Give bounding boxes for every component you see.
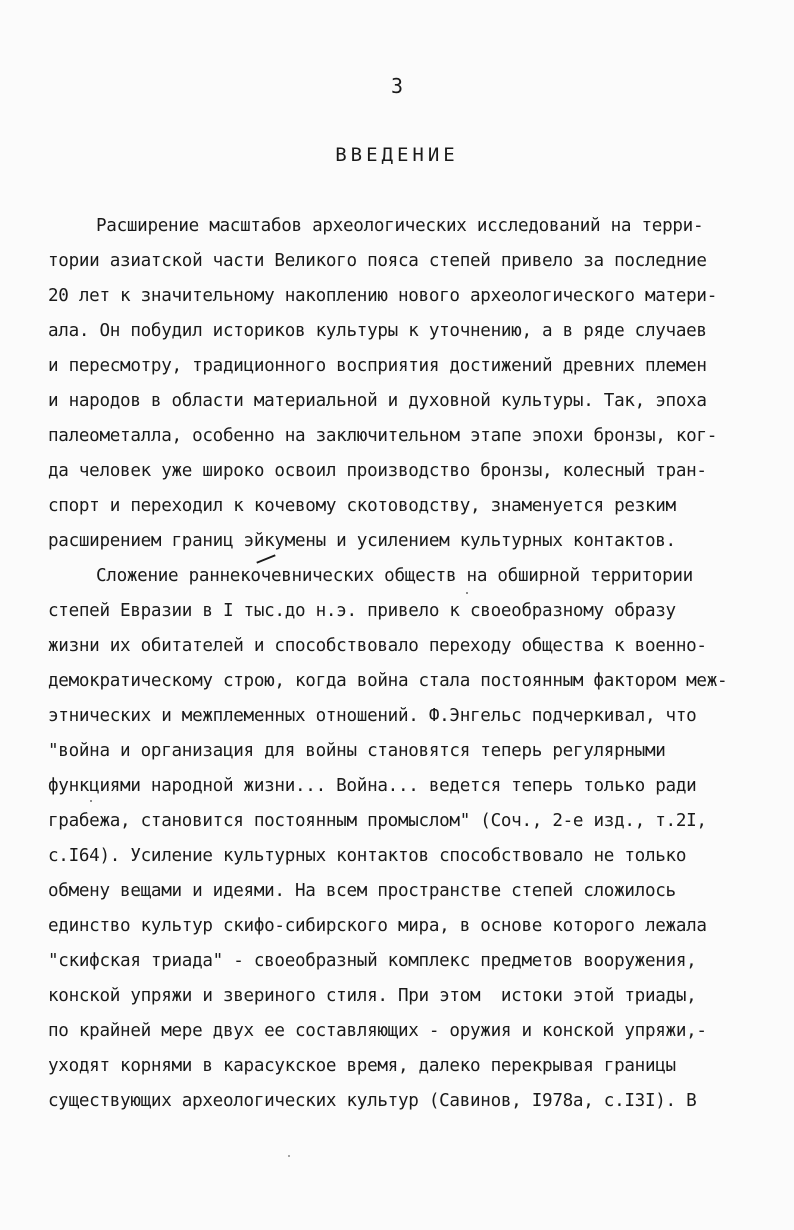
scan-speck bbox=[90, 800, 92, 802]
text-line: функциями народной жизни... Война... ведется теперь только ради bbox=[48, 776, 697, 796]
text-line: этнических и межплеменных отношений. Ф.Энгельс подчеркивал, что bbox=[48, 706, 697, 726]
text-line: Расширение масштабов археологических исследований на терри- bbox=[96, 216, 704, 236]
text-line: да человек уже широко освоил производство бронзы, колесный тран- bbox=[48, 461, 707, 481]
text-line: и пересмотру, традиционного восприятия достижений древних племен bbox=[48, 356, 707, 376]
text-line: существующих археологических культур (Савинов, I978а, с.I3I). В bbox=[48, 1091, 697, 1111]
text-line: спорт и переходил к кочевому скотоводству, знаменуется резким bbox=[48, 496, 676, 516]
scan-speck bbox=[288, 1155, 290, 1157]
text-line: конской упряжи и звериного стиля. При этом истоки этой триады, bbox=[48, 986, 697, 1006]
text-line: с.I64). Усиление культурных контактов способствовало не только bbox=[48, 846, 687, 866]
text-line: жизни их обитателей и способствовало переходу общества к военно- bbox=[48, 636, 707, 656]
text-line: Сложение раннекочевнических обществ на обширной территории bbox=[96, 566, 693, 586]
text-line: обмену вещами и идеями. На всем пространстве степей сложилось bbox=[48, 881, 676, 901]
text-line: 20 лет к значительному накоплению нового археологического матери- bbox=[48, 286, 718, 306]
section-heading: ВВЕДЕНИЕ bbox=[335, 144, 459, 166]
handwritten-stroke bbox=[256, 554, 275, 563]
text-line: палеометалла, особенно на заключительном этапе эпохи бронзы, ког- bbox=[48, 426, 718, 446]
text-line: уходят корнями в карасукское время, далеко перекрывая границы bbox=[48, 1056, 676, 1076]
page-number: 3 bbox=[390, 74, 404, 98]
text-line: "скифская триада" - своеобразный комплекс предметов вооружения, bbox=[48, 951, 697, 971]
text-line: степей Евразии в I тыс.до н.э. привело к своеобразному образу bbox=[48, 601, 676, 621]
text-line: и народов в области материальной и духовной культуры. Так, эпоха bbox=[48, 391, 707, 411]
text-line: ала. Он побудил историков культуры к уточнению, а в ряде случаев bbox=[48, 321, 707, 341]
text-line: демократическому строю, когда война стала постоянным фактором меж- bbox=[48, 671, 728, 691]
text-line: единство культур скифо-сибирского мира, в основе которого лежала bbox=[48, 916, 707, 936]
text-line: "война и организация для войны становятся теперь регулярными bbox=[48, 741, 666, 761]
text-line: тории азиатской части Великого пояса степей привело за последние bbox=[48, 251, 707, 271]
scan-speck bbox=[466, 592, 468, 594]
text-line: грабежа, становится постоянным промыслом" (Соч., 2-е изд., т.2I, bbox=[48, 811, 707, 831]
text-line: расширением границ эйкумены и усилением культурных контактов. bbox=[48, 531, 676, 551]
text-line: по крайней мере двух ее составляющих - оружия и конской упряжи,- bbox=[48, 1021, 707, 1041]
